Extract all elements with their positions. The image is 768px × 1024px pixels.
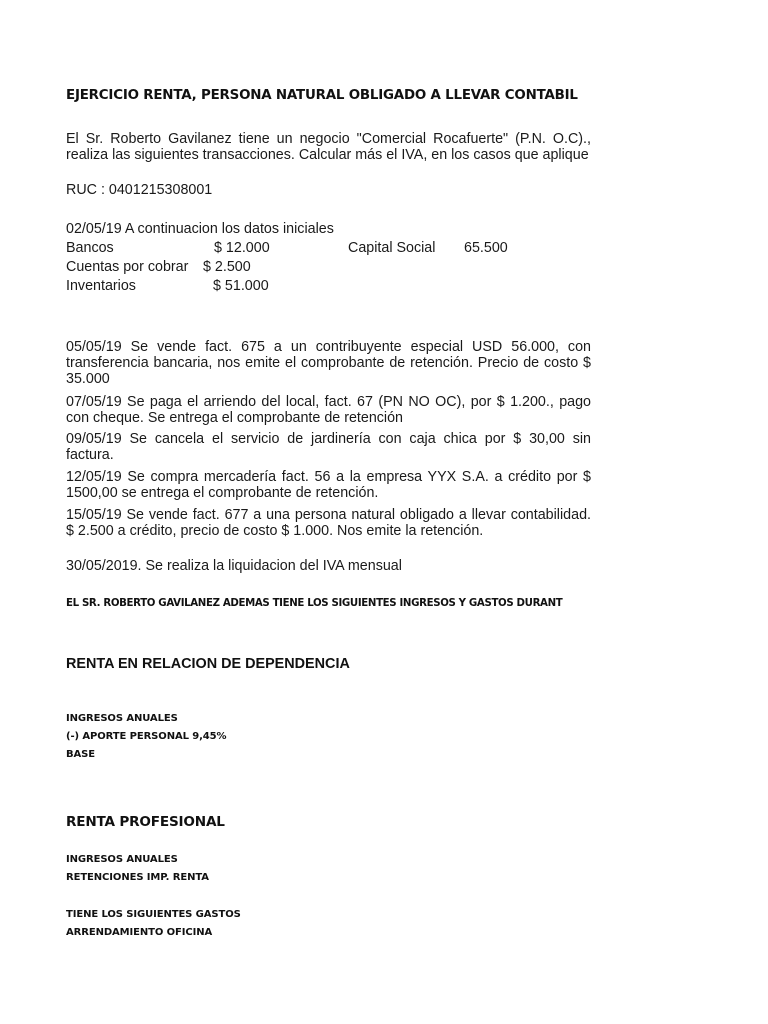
profesional-item: INGRESOS ANUALES: [66, 854, 178, 865]
dependencia-item: BASE: [66, 749, 95, 760]
profesional-item: RETENCIONES IMP. RENTA: [66, 872, 209, 883]
row-label: Bancos: [66, 240, 114, 256]
initial-data-table: [66, 239, 586, 296]
gastos-heading: TIENE LOS SIGUIENTES GASTOS: [66, 909, 241, 920]
document-title: EJERCICIO RENTA, PERSONA NATURAL OBLIGADO A LLEVAR CONTABIL: [66, 88, 578, 103]
initial-data-heading: 02/05/19 A continuacion los datos iniciales: [66, 221, 334, 237]
initial-data-row: [66, 258, 586, 277]
row-label: Inventarios: [66, 278, 136, 294]
section-heading-profesional: RENTA PROFESIONAL: [66, 814, 225, 830]
transaction-entry: 05/05/19 Se vende fact. 675 a un contribuyente especial USD 56.000, con transferencia bancaria, nos emite el comprobante de retención. Precio de costo $ 35.000: [66, 339, 591, 387]
row-label-2: Capital Social: [348, 240, 436, 256]
row-label: Cuentas por cobrar: [66, 259, 189, 275]
additional-note: EL SR. ROBERTO GAVILANEZ ADEMAS TIENE LOS SIGUIENTES INGRESOS Y GASTOS DURANT: [66, 598, 563, 609]
transaction-entry: 07/05/19 Se paga el arriendo del local, fact. 67 (PN NO OC), por $ 1.200., pago con cheque. Se entrega el comprobante de retención: [66, 394, 591, 426]
dependencia-item: INGRESOS ANUALES: [66, 713, 178, 724]
intro-paragraph: El Sr. Roberto Gavilanez tiene un negocio "Comercial Rocafuerte" (P.N. O.C)., realiza las siguientes transacciones. Calcular más el IVA, en los casos que aplique: [66, 131, 591, 163]
initial-data-row: [66, 277, 586, 296]
initial-data-row: [66, 239, 586, 258]
row-amount-2: 65.500: [464, 240, 508, 256]
transaction-entry: 12/05/19 Se compra mercadería fact. 56 a la empresa YYX S.A. a crédito por $ 1500,00 se entrega el comprobante de retención.: [66, 469, 591, 501]
ruc-number: RUC : 0401215308001: [66, 182, 213, 198]
gastos-item: ARRENDAMIENTO OFICINA: [66, 927, 213, 938]
dependencia-item: (-) APORTE PERSONAL 9,45%: [66, 731, 227, 742]
row-amount: $ 12.000: [214, 240, 270, 256]
transaction-entry: 15/05/19 Se vende fact. 677 a una persona natural obligado a llevar contabilidad. $ 2.500 a crédito, precio de costo $ 1.000. Nos emite la retención.: [66, 507, 591, 539]
row-amount: $ 51.000: [213, 278, 269, 294]
section-heading-dependencia: RENTA EN RELACION DE DEPENDENCIA: [66, 656, 350, 672]
transaction-entry: 09/05/19 Se cancela el servicio de jardinería con caja chica por $ 30,00 sin factura.: [66, 431, 591, 463]
row-amount: $ 2.500: [203, 259, 251, 275]
transaction-entry: 30/05/2019. Se realiza la liquidacion del IVA mensual: [66, 558, 402, 574]
